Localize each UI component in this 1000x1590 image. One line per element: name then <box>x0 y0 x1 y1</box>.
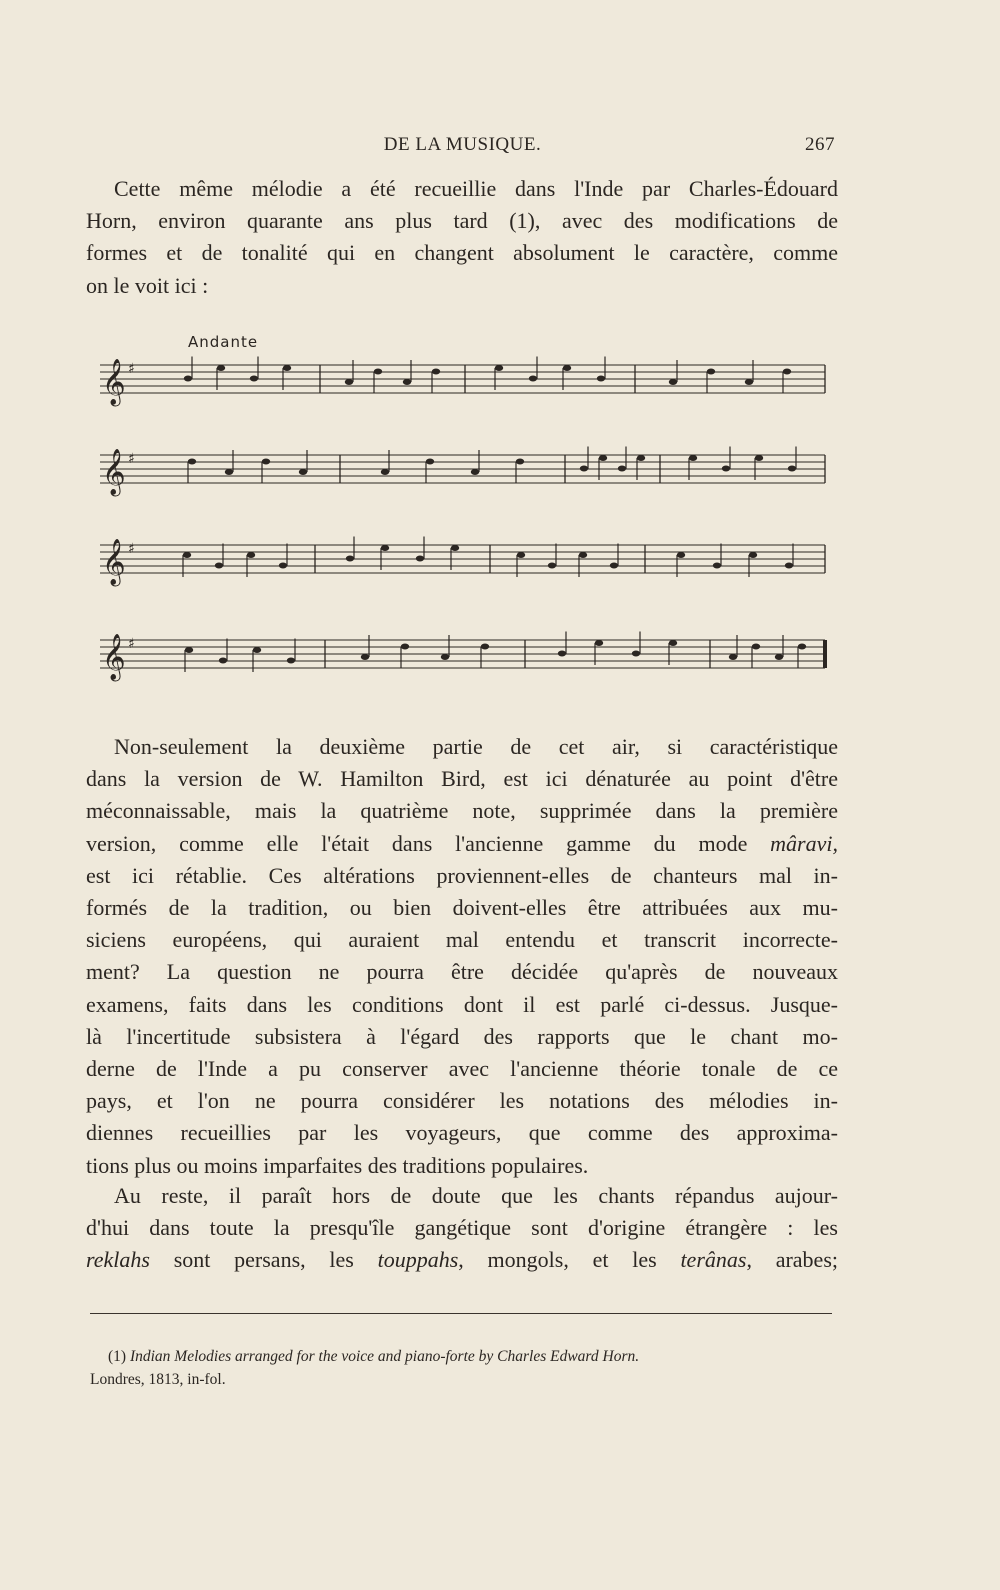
text-line: Au reste, il paraît hors de doute que les chants répandus aujour- <box>114 1183 838 1208</box>
text-line: Non-seulement la deuxième partie de cet air, si caractéristique <box>114 734 838 759</box>
treble-clef-icon: 𝄞 <box>102 539 126 585</box>
mode-name: mâravi, <box>770 830 838 856</box>
text-fragment: , mongols, et les <box>458 1247 681 1273</box>
text-line: derne de l'Inde a pu conserver avec l'ancienne théorie tonale de ce <box>86 1056 838 1082</box>
treble-clef-icon: 𝄞 <box>102 359 126 405</box>
footnote <box>90 1345 832 1391</box>
text-line: formés de la tradition, ou bien doivent-elles être attribuées aux mu- <box>86 895 838 921</box>
staff-system <box>100 447 825 498</box>
running-title: DE LA MUSIQUE. <box>383 134 542 155</box>
text-line: Cette même mélodie a été recueillie dans l'Inde par Charles-Édouard <box>114 176 838 201</box>
staff-system <box>100 357 825 408</box>
text-line: on le voit ici : <box>86 272 209 298</box>
music-score <box>80 325 845 705</box>
text-fragment: , arabes; <box>746 1247 838 1273</box>
text-line: pays, et l'on ne pourra considérer les notations des mélodies in- <box>86 1088 838 1114</box>
page-number: 267 <box>805 134 835 155</box>
text-line: méconnaissable, mais la quatrième note, supprimée dans la première <box>86 798 838 824</box>
sharp-icon: ♯ <box>128 636 135 652</box>
treble-clef-icon: 𝄞 <box>102 634 126 680</box>
footnote-line: Londres, 1813, in-fol. <box>90 1371 226 1388</box>
text-line: tions plus ou moins imparfaites des traditions populaires. <box>86 1152 589 1178</box>
footnote-marker: (1) <box>108 1348 130 1365</box>
text-line: d'hui dans toute la presqu'île gangétique sont d'origine étrangère : les <box>86 1215 838 1241</box>
text-line: ment? La question ne pourra être décidée qu'après de nouveaux <box>86 959 838 985</box>
sharp-icon: ♯ <box>128 361 135 377</box>
main-paragraph <box>86 731 838 1182</box>
staff-system <box>100 537 825 588</box>
song-type: touppahs <box>377 1247 459 1273</box>
text-line: là l'incertitude subsistera à l'égard des rapports que le chant mo- <box>86 1023 838 1049</box>
text-line: siciens européens, qui auraient mal entendu et transcrit incorrecte- <box>86 927 838 953</box>
last-paragraph <box>86 1180 838 1277</box>
footnote-line <box>90 1345 832 1368</box>
staff-system <box>100 632 825 683</box>
footnote-rule <box>90 1313 832 1314</box>
text-line: formes et de tonalité qui en changent absolument le caractère, comme <box>86 240 838 266</box>
text-fragment: version, comme elle l'était dans l'ancienne gamme du mode <box>86 830 771 856</box>
text-line: est ici rétablie. Ces altérations proviennent-elles de chanteurs mal in- <box>86 862 838 888</box>
sharp-icon: ♯ <box>128 541 135 557</box>
sharp-icon: ♯ <box>128 451 135 467</box>
intro-paragraph <box>86 173 838 302</box>
treble-clef-icon: 𝄞 <box>102 449 126 495</box>
footnote-title: Indian Melodies arranged for the voice and piano-forte by Charles Edward Horn. <box>129 1348 640 1365</box>
text-fragment: sont persans, les <box>149 1247 378 1273</box>
song-type: terânas <box>680 1247 747 1273</box>
text-line <box>86 828 838 860</box>
page-header <box>90 130 835 160</box>
text-line: dans la version de W. Hamilton Bird, est ici dénaturée au point d'être <box>86 766 838 792</box>
text-line <box>86 1244 838 1276</box>
text-line: Horn, environ quarante ans plus tard (1), avec des modifications de <box>86 208 838 234</box>
text-line: examens, faits dans les conditions dont il est parlé ci-dessus. Jusque- <box>86 991 838 1017</box>
tempo-marking: Andante <box>188 333 259 351</box>
song-type: reklahs <box>86 1247 150 1273</box>
text-line: diennes recueillies par les voyageurs, que comme des approxima- <box>86 1120 838 1146</box>
